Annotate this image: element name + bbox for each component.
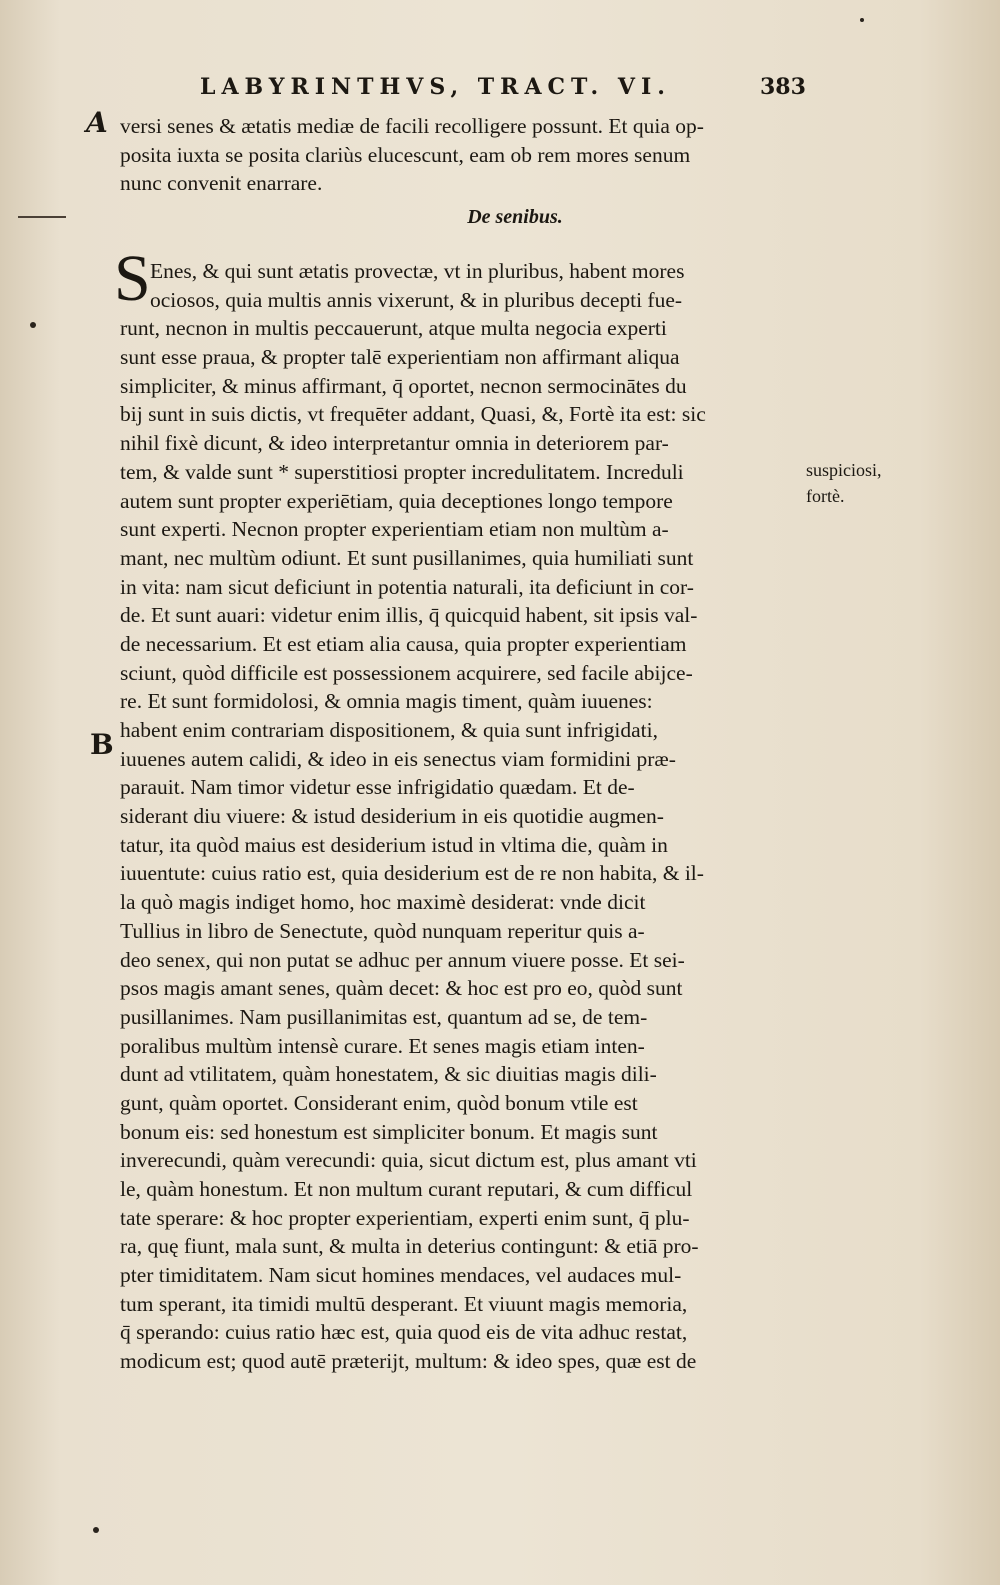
text-line: mant, nec multùm odiunt. Et sunt pusillanimes, quia humiliati sunt: [120, 545, 694, 570]
body-paragraph: [120, 257, 816, 1376]
text-line: tate sperare: & hoc propter experientiam, experti enim sunt, q̄ plu-: [120, 1205, 690, 1230]
text-line: ociosos, quia multis annis vixerunt, & in pluribus decepti fue-: [150, 287, 683, 312]
text-line: versi senes & ætatis mediæ de facili recolligere possunt. Et quia op-: [120, 114, 704, 138]
text-line: re. Et sunt formidolosi, & omnia magis timent, quàm iuuenes:: [120, 689, 653, 714]
text-line: habent enim contrariam dispositionem, & quia sunt infrigidati,: [120, 718, 658, 742]
text-line: psos magis amant senes, quàm decet: & hoc est pro eo, quòd sunt: [120, 976, 683, 1001]
text-line: pter timiditatem. Nam sicut homines mendaces, vel audaces mul-: [120, 1263, 682, 1288]
margin-letter-b: B: [90, 728, 114, 761]
text-line: de. Et sunt auari: videtur enim illis, q̄ quicquid habent, sit ipsis val-: [120, 603, 698, 628]
text-line: tum sperant, ita timidi multū desperant. Et viuunt magis memoria,: [120, 1291, 688, 1316]
text-line: tatur, ita quòd maius est desiderium istud in vltima die, quàm in: [120, 832, 668, 857]
text-line: dunt ad vtilitatem, quàm honestatem, & sic diuitias magis dili-: [120, 1062, 657, 1087]
text-line: poralibus multùm intensè curare. Et senes magis etiam inten-: [120, 1033, 645, 1058]
running-title: LABYRINTHVS, TRACT. VI.: [200, 74, 671, 100]
section-heading: [0, 206, 1000, 229]
drop-cap: S: [114, 242, 151, 315]
text-line: la quò magis indiget homo, hoc maximè desiderat: vnde dicit: [120, 890, 646, 915]
text-line: pusillanimes. Nam pusillanimitas est, quantum ad se, de tem-: [120, 1004, 648, 1029]
text-line: siderant diu viuere: & istud desiderium in eis quotidie augmen-: [120, 804, 664, 829]
text-line: iuuentute: cuius ratio est, quia desiderium est de re non habita, & il-: [120, 861, 704, 886]
intro-paragraph: [120, 112, 816, 198]
text-line: nunc convenit enarrare.: [120, 171, 323, 196]
text-line: tem, & valde sunt * superstitiosi propter incredulitatem. Increduli: [120, 459, 684, 484]
text-line: modicum est; quod autē præterijt, multum: & ideo spes, quæ est de: [120, 1349, 697, 1374]
text-line: simpliciter, & minus affirmant, q̄ oportet, necnon sermocinātes du: [120, 373, 687, 398]
text-line: Tullius in libro de Senectute, quòd nunquam reperitur quis a-: [120, 918, 645, 943]
text-line: sciunt, quòd difficile est possessionem acquirere, sed facile abijce-: [120, 660, 693, 685]
margin-note: suspiciosi,: [806, 460, 882, 480]
text-line: bij sunt in suis dictis, vt frequēter addant, Quasi, &, Fortè ita est: sic: [120, 402, 706, 427]
text-line: parauit. Nam timor videtur esse infrigidatio quædam. Et de-: [120, 775, 635, 800]
text-line: Enes, & qui sunt ætatis provectæ, vt in pluribus, habent mores: [150, 259, 685, 283]
text-line: inverecundi, quàm verecundi: quia, sicut dictum est, plus amant vti: [120, 1148, 697, 1173]
text-line: nihil fixè dicunt, & ideo interpretantur omnia in deteriorem par-: [120, 431, 669, 456]
margin-dot: [93, 1527, 99, 1533]
text-line: ra, quę fiunt, mala sunt, & multa in deterius contingunt: & etiā pro-: [120, 1234, 699, 1259]
text-line: runt, necnon in multis peccauerunt, atque multa negocia experti: [120, 316, 667, 341]
margin-letter-a: A: [86, 106, 108, 139]
text-line: sunt esse praua, & propter talē experientiam non affirmant aliqua: [120, 345, 680, 370]
margin-note: fortè.: [806, 486, 845, 506]
text-line: gunt, quàm oportet. Considerant enim, quòd bonum vtile est: [120, 1090, 638, 1115]
text-line: de necessarium. Et est etiam alia causa, quia propter experientiam: [120, 631, 687, 656]
margin-dot: [860, 18, 864, 22]
margin-dot: [30, 322, 36, 328]
text-line: le, quàm honestum. Et non multum curant reputari, & cum difficul: [120, 1177, 693, 1201]
text-line: in vita: nam sicut deficiunt in potentia naturali, ita deficiunt in cor-: [120, 574, 694, 599]
text-line: sunt experti. Necnon propter experientiam etiam non multùm a-: [120, 517, 669, 542]
page-number: 383: [760, 74, 806, 100]
text-line: deo senex, qui non putat se adhuc per annum viuere posse. Et sei-: [120, 947, 685, 972]
text-line: autem sunt propter experiētiam, quia deceptiones longo tempore: [120, 488, 673, 513]
text-line: iuuenes autem calidi, & ideo in eis senectus viam formidini præ-: [120, 746, 676, 771]
page-header: [200, 74, 840, 104]
text-line: bonum eis: sed honestum est simpliciter bonum. Et magis sunt: [120, 1119, 658, 1144]
section-heading-text: De senibus.: [467, 206, 563, 228]
text-line: posita iuxta se posita clariùs elucescunt, eam ob rem mores senum: [120, 142, 691, 167]
text-line: q̄ sperando: cuius ratio hæc est, quia quod eis de vita adhuc restat,: [120, 1320, 688, 1345]
